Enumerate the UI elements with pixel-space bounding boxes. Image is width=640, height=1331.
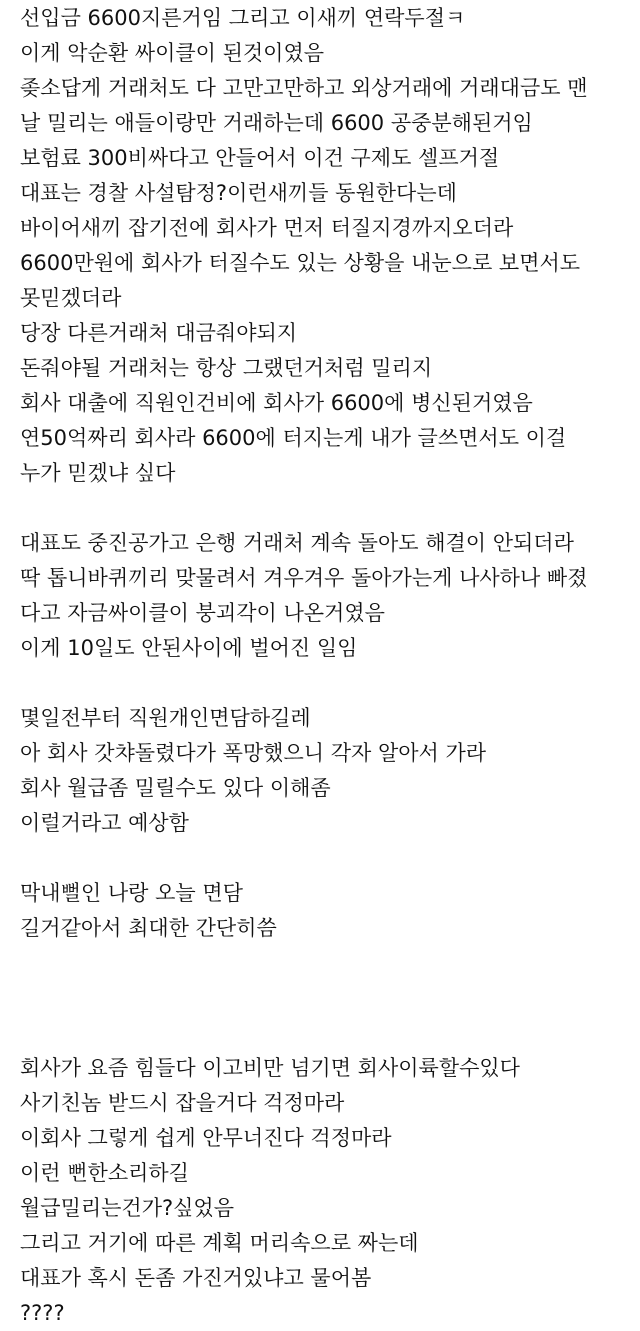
post-body bbox=[20, 0, 630, 1331]
text-line: 대표도 중진공가고 은행 거래처 계속 돌아도 해결이 안되더라 bbox=[20, 531, 574, 555]
text-line: 몇일전부터 직원개인면담하길레 bbox=[20, 706, 311, 730]
text-line: 아 회사 갓챠돌렸다가 폭망했으니 각자 알아서 가라 bbox=[20, 741, 487, 765]
text-line: 막내뻘인 나랑 오늘 면담 bbox=[20, 881, 243, 905]
text-line: 회사 월급좀 밀릴수도 있다 이해좀 bbox=[20, 776, 331, 800]
text-line: 월급밀리는건가?싶었음 bbox=[20, 1196, 235, 1220]
text-line: 다고 자금싸이클이 붕괴각이 나온거였음 bbox=[20, 601, 385, 625]
text-line: 이럴거라고 예상함 bbox=[20, 811, 189, 835]
text-line: 길거같아서 최대한 간단히씀 bbox=[20, 916, 277, 940]
text-line: 이게 10일도 안된사이에 벌어진 일임 bbox=[20, 636, 358, 660]
text-line: 날 밀리는 애들이랑만 거래하는데 6600 공중분해된거임 bbox=[20, 111, 533, 135]
text-line: 당장 다른거래처 대금줘야되지 bbox=[20, 321, 298, 345]
text-line: 딱 톱니바퀴끼리 맞물려서 겨우겨우 돌아가는게 나사하나 빠졌 bbox=[20, 566, 588, 590]
text-line: 대표는 경찰 사설탐정?이런새끼들 동원한다는데 bbox=[20, 181, 457, 205]
text-line: 연50억짜리 회사라 6600에 터지는게 내가 글쓰면서도 이걸 bbox=[20, 426, 567, 450]
text-line: 이런 뻔한소리하길 bbox=[20, 1161, 189, 1185]
paragraph-4 bbox=[20, 876, 630, 946]
text-line: 누가 믿겠냐 싶다 bbox=[20, 461, 176, 485]
text-line: 돈줘야될 거래처는 항상 그랬던거처럼 밀리지 bbox=[20, 356, 433, 380]
text-line: ???? bbox=[20, 1301, 65, 1325]
paragraph-spacer bbox=[20, 491, 630, 526]
text-line: 그리고 거기에 따른 계획 머리속으로 짜는데 bbox=[20, 1231, 419, 1255]
text-line: 대표가 혹시 돈좀 가진거있냐고 물어봄 bbox=[20, 1266, 372, 1290]
paragraph-5 bbox=[20, 1051, 630, 1331]
text-line: 좆소답게 거래처도 다 고만고만하고 외상거래에 거래대금도 맨 bbox=[20, 76, 588, 100]
paragraph-spacer bbox=[20, 841, 630, 876]
paragraph-spacer bbox=[20, 946, 630, 1051]
text-line: 사기친놈 받드시 잡을거다 걱정마라 bbox=[20, 1091, 345, 1115]
text-line: 보험료 300비싸다고 안들어서 이건 구제도 셀프거절 bbox=[20, 146, 500, 170]
paragraph-spacer bbox=[20, 666, 630, 701]
text-line: 회사가 요즘 힘들다 이고비만 넘기면 회사이륙할수있다 bbox=[20, 1056, 520, 1080]
text-line: 회사 대출에 직원인건비에 회사가 6600에 병신된거였음 bbox=[20, 391, 533, 415]
text-line: 6600만원에 회사가 터질수도 있는 상황을 내눈으로 보면서도 bbox=[20, 251, 581, 275]
paragraph-3 bbox=[20, 701, 630, 841]
paragraph-2 bbox=[20, 526, 630, 666]
text-line: 못믿겠더라 bbox=[20, 286, 122, 310]
text-line: 선입금 6600지른거임 그리고 이새끼 연락두절ㅋ bbox=[20, 6, 466, 30]
paragraph-1 bbox=[20, 0, 630, 491]
text-line: 이게 악순환 싸이클이 된것이였음 bbox=[20, 41, 325, 65]
text-line: 이회사 그렇게 쉽게 안무너진다 걱정마라 bbox=[20, 1126, 392, 1150]
text-line: 바이어새끼 잡기전에 회사가 먼저 터질지경까지오더라 bbox=[20, 216, 514, 240]
